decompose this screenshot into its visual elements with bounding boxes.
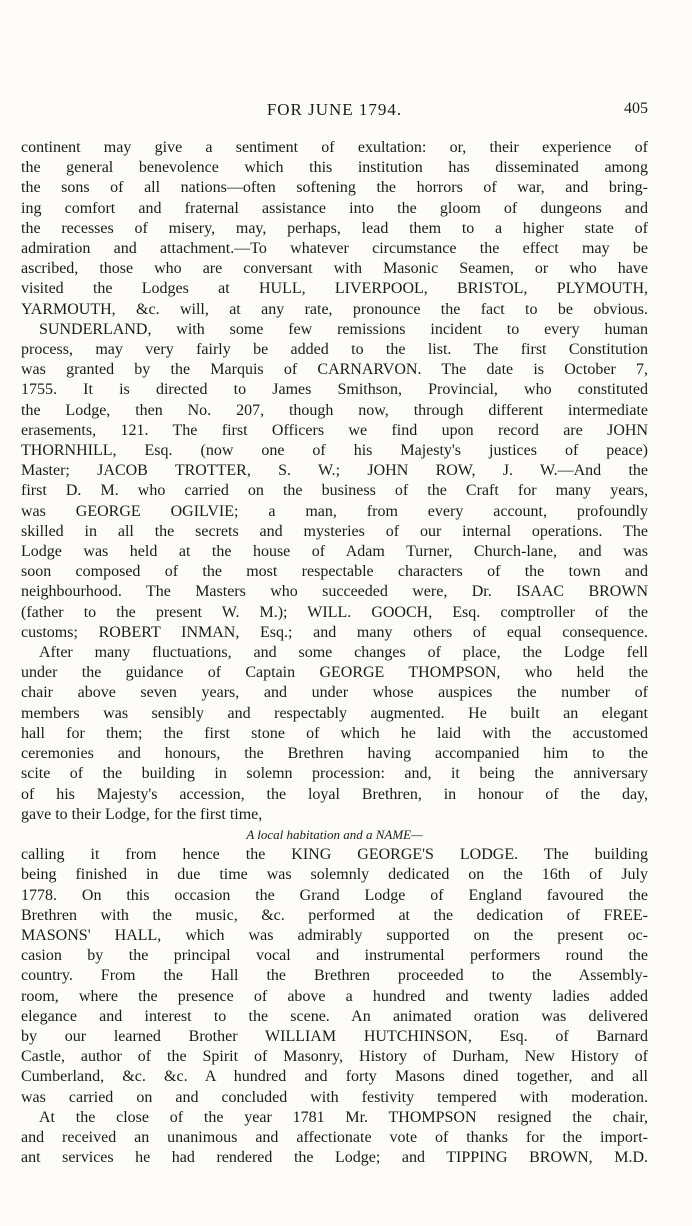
text-line: ing comfort and fraternal assistance into the gloom of dungeons and xyxy=(21,199,648,217)
text-line: continent may give a sentiment of exultation: or, their experience of xyxy=(21,139,648,156)
text-line: calling it from hence the KING GEORGE'S LODGE. The building xyxy=(21,846,648,864)
text-line: SUNDERLAND, with some few remissions incident to every human xyxy=(39,320,648,338)
text-line: customs; ROBERT INMAN, Esq.; and many others of equal consequence. xyxy=(21,623,648,641)
text-line: hall for them; the first stone of which he laid with the accustomed xyxy=(21,724,648,742)
text-line: MASONS' HALL, which was admirably supported on the present oc- xyxy=(21,926,648,944)
text-line: admiration and attachment.—To whatever circumstance the effect may be xyxy=(21,240,648,258)
text-line: was carried on and concluded with festivity tempered with moderation. xyxy=(21,1088,648,1106)
text-line: YARMOUTH, &c. will, at any rate, pronounce the fact to be obvious. xyxy=(21,300,648,318)
text-line: process, may very fairly be added to the list. The first Constitution xyxy=(21,341,648,359)
text-line: neighbourhood. The Masters who succeeded were, Dr. ISAAC BROWN xyxy=(21,583,648,601)
quotation-line: A local habitation and a NAME— xyxy=(246,826,423,842)
text-line: erasements, 121. The first Officers we find upon record are JOHN xyxy=(21,421,648,439)
text-line: (father to the present W. M.); WILL. GOOCH, Esq. comptroller of the xyxy=(21,603,648,621)
text-line: 1755. It is directed to James Smithson, Provincial, who constituted xyxy=(21,381,648,399)
text-line: ceremonies and honours, the Brethren having accompanied him to the xyxy=(21,745,648,763)
text-line: ascribed, those who are conversant with Masonic Seamen, or who have xyxy=(21,260,648,278)
text-line: Lodge was held at the house of Adam Turner, Church-lane, and was xyxy=(21,543,648,561)
text-line: was GEORGE OGILVIE; a man, from every account, profoundly xyxy=(21,502,648,520)
text-line: 1778. On this occasion the Grand Lodge of England favoured the xyxy=(21,886,648,904)
text-line: first D. M. who carried on the business of the Craft for many years, xyxy=(21,482,648,500)
page-number: 405 xyxy=(624,100,648,117)
text-line: the sons of all nations—often softening the horrors of war, and bring- xyxy=(21,179,648,197)
text-line: ant services he had rendered the Lodge; and TIPPING BROWN, M.D. xyxy=(21,1149,648,1167)
running-head-title: FOR JUNE 1794. xyxy=(266,100,403,119)
text-line: room, where the presence of above a hundred and twenty ladies added xyxy=(21,987,648,1005)
text-line: Cumberland, &c. &c. A hundred and forty Masons dined together, and all xyxy=(21,1068,648,1086)
text-line: being finished in due time was solemnly dedicated on the 16th of July xyxy=(21,866,648,884)
text-line: After many fluctuations, and some changes of place, the Lodge fell xyxy=(39,644,648,662)
text-line: At the close of the year 1781 Mr. THOMPSON resigned the chair, xyxy=(39,1108,648,1126)
text-line: visited the Lodges at HULL, LIVERPOOL, BRISTOL, PLYMOUTH, xyxy=(21,280,648,298)
running-head xyxy=(21,100,648,124)
text-line: the recesses of misery, may, perhaps, lead them to a higher state of xyxy=(21,219,648,237)
text-line: was granted by the Marquis of CARNARVON. The date is October 7, xyxy=(21,361,648,379)
text-line: and received an unanimous and affectionate vote of thanks for the import- xyxy=(21,1128,648,1146)
text-line: casion by the principal vocal and instrumental performers round the xyxy=(21,947,648,965)
text-line: soon composed of the most respectable characters of the town and xyxy=(21,563,648,581)
text-line: THORNHILL, Esq. (now one of his Majesty's justices of peace) xyxy=(21,442,648,460)
text-line: the Lodge, then No. 207, though now, through different intermediate xyxy=(21,401,648,419)
text-line: Brethren with the music, &c. performed at the dedication of FREE- xyxy=(21,906,648,924)
text-line: the general benevolence which this institution has disseminated among xyxy=(21,159,648,177)
text-line: chair above seven years, and under whose auspices the number of xyxy=(21,684,648,702)
text-line: elegance and interest to the scene. An animated oration was delivered xyxy=(21,1007,648,1025)
text-line: gave to their Lodge, for the first time, xyxy=(21,805,263,823)
text-line: scite of the building in solemn procession: and, it being the anniversary xyxy=(21,765,648,783)
text-line: skilled in all the secrets and mysteries of our internal operations. The xyxy=(21,522,648,540)
text-line: Master; JACOB TROTTER, S. W.; JOHN ROW, J. W.—And the xyxy=(21,462,648,480)
text-line: country. From the Hall the Brethren proceeded to the Assembly- xyxy=(21,967,648,985)
body-text xyxy=(21,138,648,1168)
text-line: under the guidance of Captain GEORGE THOMPSON, who held the xyxy=(21,664,648,682)
text-line: members was sensibly and respectably augmented. He built an elegant xyxy=(21,704,648,722)
text-line: of his Majesty's accession, the loyal Brethren, in honour of the day, xyxy=(21,785,648,803)
text-line: by our learned Brother WILLIAM HUTCHINSON, Esq. of Barnard xyxy=(21,1027,648,1045)
text-line: Castle, author of the Spirit of Masonry, History of Durham, New History of xyxy=(21,1048,648,1066)
